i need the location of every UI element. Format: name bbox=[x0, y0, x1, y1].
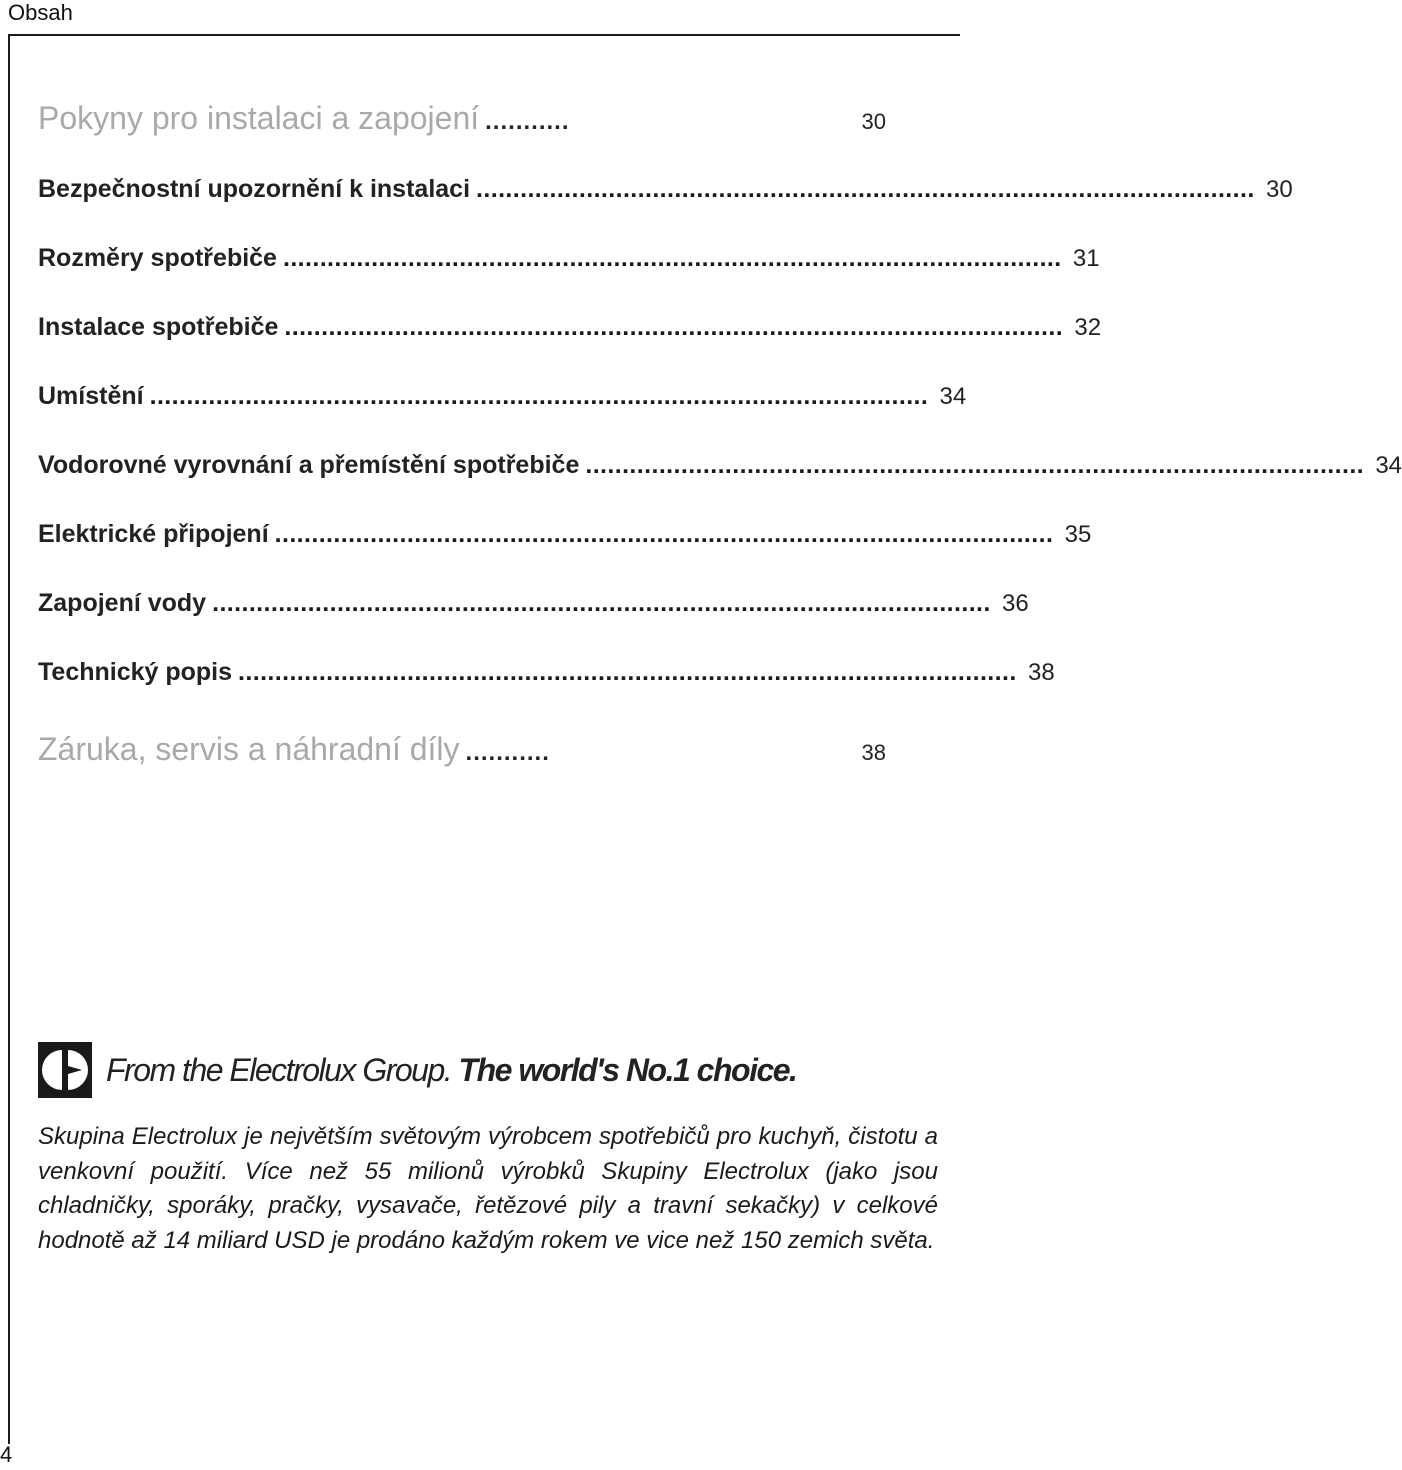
dot-leader: .......................................................................................................... bbox=[212, 589, 991, 617]
toc-page-number: 30 bbox=[861, 109, 886, 134]
toc-section-label: Záruka, servis a náhradní díly bbox=[38, 731, 460, 767]
toc-section-warranty[interactable] bbox=[38, 731, 886, 806]
toc-item-label: Rozměry spotřebiče bbox=[38, 244, 277, 272]
toc-item-technical[interactable] bbox=[38, 658, 1055, 727]
toc-page-number: 31 bbox=[1072, 245, 1100, 272]
toc-page-number: 30 bbox=[1265, 176, 1293, 203]
brand-tagline bbox=[106, 1052, 796, 1089]
toc-page-number: 32 bbox=[1074, 314, 1102, 341]
toc-page-number: 38 bbox=[861, 740, 886, 765]
toc-item-label: Bezpečnostní upozornění k instalaci bbox=[38, 175, 471, 203]
toc-item-dimensions[interactable] bbox=[38, 244, 1100, 313]
toc-page-number: 38 bbox=[1027, 659, 1055, 686]
section-header-label: Obsah bbox=[8, 0, 73, 25]
toc-item-installation[interactable] bbox=[38, 313, 1102, 382]
dot-leader: .......................................................................................................... bbox=[284, 313, 1064, 341]
dot-leader: .......................................................................................................... bbox=[476, 175, 1255, 203]
dot-leader: .......................................................................................................... bbox=[149, 382, 929, 410]
dot-leader: ........... bbox=[465, 739, 550, 766]
toc-item-label: Vodorovné vyrovnání a přemístění spotřebiče bbox=[38, 451, 580, 479]
electrolux-logo-icon bbox=[38, 1042, 92, 1098]
page-number: 4 bbox=[0, 1442, 13, 1467]
toc-item-label: Instalace spotřebiče bbox=[38, 313, 279, 341]
toc-section-installation[interactable] bbox=[38, 100, 886, 175]
dot-leader: .......................................................................................................... bbox=[274, 520, 1054, 548]
toc-item-placement[interactable] bbox=[38, 382, 967, 451]
dot-leader: .......................................................................................................... bbox=[282, 244, 1062, 272]
dot-leader: .......................................................................................................... bbox=[585, 451, 1365, 479]
toc-item-water[interactable] bbox=[38, 589, 1029, 658]
toc-item-label: Technický popis bbox=[38, 658, 233, 686]
toc-item-label: Umístění bbox=[38, 382, 144, 410]
toc-page-number: 35 bbox=[1064, 521, 1092, 548]
toc-item-electrical[interactable] bbox=[38, 520, 1092, 589]
table-of-contents bbox=[38, 100, 1402, 806]
dot-leader: .......................................................................................................... bbox=[238, 658, 1017, 686]
toc-item-leveling[interactable] bbox=[38, 451, 1402, 520]
toc-page-number: 36 bbox=[1002, 590, 1029, 617]
toc-page-number: 34 bbox=[939, 383, 967, 410]
toc-page-number: 34 bbox=[1375, 452, 1402, 479]
toc-section-label: Pokyny pro instalaci a zapojení bbox=[38, 100, 480, 136]
tagline-regular: From the Electrolux Group. bbox=[106, 1051, 452, 1088]
dot-leader: ........... bbox=[485, 108, 570, 135]
margin-rule bbox=[8, 34, 10, 1444]
electrolux-brand-line bbox=[38, 1042, 796, 1098]
toc-item-label: Zapojení vody bbox=[38, 589, 207, 617]
brand-description: Skupina Electrolux je největším světovým výrobcem spotřebičů pro kuchyň, čistotu a venkovní použití. Více než 55 milionů výrobků Skupiny Electrolux (jako jsou chladničky, sporáky, pračky, vysavače, řetězové pily a travní sekačky) v celkové hodnotě až 14 miliard USD je prodáno každým rokem ve vice než 150 zemich světa. bbox=[38, 1123, 938, 1254]
toc-item-safety[interactable] bbox=[38, 175, 1293, 244]
tagline-bold: The world's No.1 choice. bbox=[451, 1051, 797, 1088]
header-rule bbox=[8, 34, 960, 36]
toc-item-label: Elektrické připojení bbox=[38, 520, 269, 548]
